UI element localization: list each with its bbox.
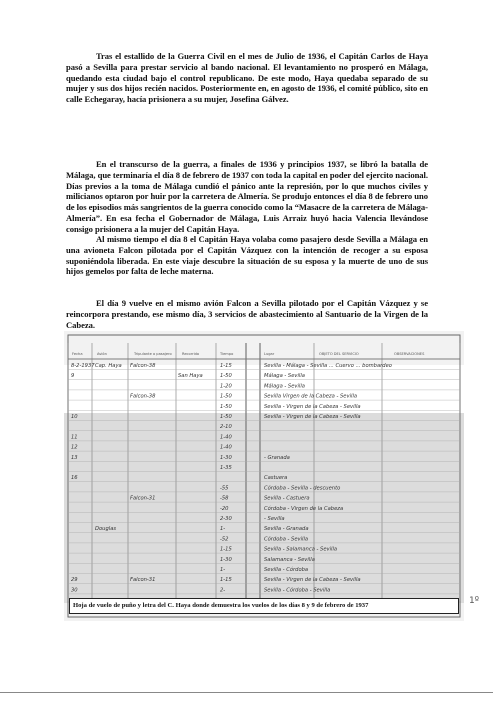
logbook-entry: -58 <box>220 495 229 502</box>
logbook-entry: 1-50 <box>220 414 232 420</box>
paragraph-return-flight: El día 9 vuelve en el mismo avión Falcon a Sevilla pilotado por el Capitán Vázquez y se reincorpora prestando, ese mismo día, 3 servicios de abastecimiento al Santuario de la Virgen de la Cabeza. <box>66 298 428 330</box>
logbook-entry: 12 <box>71 444 78 451</box>
logbook-header: OBSERVACIONES <box>394 352 425 356</box>
logbook-entry: - Granada <box>264 454 290 461</box>
logbook-header: Avión <box>97 352 107 356</box>
logbook-entry: Sevilla - Salamanca - Sevilla <box>264 546 338 553</box>
logbook-entry: 1-20 <box>220 383 232 390</box>
logbook-entry: Córdoba - Sevilla - descuento <box>264 485 341 492</box>
logbook-entry: Málaga - Sevilla <box>264 373 305 380</box>
logbook-entry: Cap. Haya <box>95 363 122 369</box>
logbook-header: OBJETO DEL SERVICIO <box>319 352 359 356</box>
page-corner-mark: 1º <box>469 596 479 606</box>
logbook-entry: Córdoba - Sevilla <box>264 536 309 543</box>
logbook-entry: Sevilla - Málaga - Sevilla ... Cuervo ... bombardeo <box>264 363 392 369</box>
paragraph-civil-war: Tras el estallido de la Guerra Civil en el mes de Julio de 1936, el Capitán Carlos de Haya pasó a Sevilla para prestar servicio al bando nacional. El levantamiento no prosperó en Málaga, quedando esta ciudad bajo el control republicano. De este modo, Haya quedaba separado de su mujer y sus dos hijos recién nacidos. Posteriormente en, en agosto de 1936, el comité público, sito en calle Echegaray, hacía prisionera a su mujer, Josefina Gálvez. <box>66 51 428 104</box>
logbook-entry: Sevilla - Virgen de la Cabeza - Sevilla <box>264 577 361 584</box>
logbook-entry: 1-35 <box>220 465 232 471</box>
logbook-entry: 1- <box>220 526 226 533</box>
paragraph-falcon-flight: Al mismo tiempo el día 8 el Capitán Haya volaba como pasajero desde Sevilla a Málaga en una avioneta Falcon pilotada por el Capitán Vázquez con la intención de recoger a su esposa suponiéndola liberada. En este viaje descubre la situación de su esposa y la muerte de uno de sus hijos gemelos por falta de leche materna. <box>66 234 428 277</box>
logbook-header: Lugar <box>264 352 275 356</box>
logbook-entry: 30 <box>71 587 78 594</box>
logbook-header: Tiempo <box>220 352 234 356</box>
logbook-header: Tripulante o pasajero <box>134 352 172 356</box>
logbook-entry: Sevilla - Virgen de la Cabeza - Sevilla <box>264 414 361 420</box>
logbook-entry: 1- <box>220 567 226 573</box>
logbook-entry: 16 <box>71 475 78 482</box>
logbook-entry: Douglas <box>95 526 117 533</box>
logbook-entry: Málaga - Sevilla <box>264 383 305 390</box>
logbook-entry: Falcon-38 <box>130 363 156 369</box>
logbook-entry: San Haya <box>178 373 203 380</box>
logbook-entry: 2-30 <box>220 516 232 522</box>
logbook-entry: Sevilla - Granada <box>264 526 309 533</box>
logbook-entry: 1-40 <box>220 444 232 451</box>
logbook-entry: Salamanca - Sevilla <box>264 556 315 563</box>
logbook-entry: Sevilla - Virgen de la Cabeza - Sevilla <box>264 403 361 410</box>
logbook-entry: Sevilla - Córdoba - Sevilla <box>264 587 331 594</box>
logbook-entry: -20 <box>220 505 229 512</box>
bottom-rule <box>0 692 493 693</box>
logbook-entry: 1-30 <box>220 454 232 461</box>
logbook-entry: 1-15 <box>220 363 232 369</box>
logbook-entry: 2- <box>220 587 226 594</box>
logbook-entry: 1-50 <box>220 393 232 400</box>
flight-logbook-photo <box>64 331 464 621</box>
logbook-sheet <box>64 331 464 621</box>
logbook-entry: -55 <box>220 485 229 492</box>
figure-caption: Hoja de vuelo de puño y letra del C. Haya donde demuestra los vuelos de los días 8 y 9 de febrero de 1937 <box>73 602 369 609</box>
logbook-entry: - Sevilla <box>264 516 285 522</box>
logbook-entry: 2-10 <box>220 424 232 431</box>
logbook-entry: Sevilla - Castuera <box>264 495 310 502</box>
logbook-entry: Córdoba - Virgen de la Cabeza <box>264 505 344 512</box>
logbook-entry: 8-2-1937 <box>71 363 95 369</box>
logbook-entry: -52 <box>220 536 229 543</box>
logbook-entry: Falcon-31 <box>130 495 156 502</box>
logbook-entry: Falcon-38 <box>130 393 156 400</box>
logbook-header: Fecha <box>72 352 83 356</box>
logbook-entry: 11 <box>71 434 78 441</box>
logbook-entry: Castuera <box>264 475 288 482</box>
logbook-entry: 29 <box>71 577 78 584</box>
logbook-entry: 1-30 <box>220 556 232 563</box>
paragraph-battle-of-malaga: En el transcurso de la guerra, a finales de 1936 y principios 1937, se libró la batalla de Málaga, que terminaría el día 8 de febrero de 1937 con toda la capital en poder del ejercito nacional. Días previos a la toma de Málaga cundió el pánico ante la represión, por lo que muchos civiles y milicianos optaron por huir por la carretera de Almería. Se produjo entonces el día 8 de febrero uno de los episodios más sangrientos de la guerra conocido como la “Masacre de la carretera de Málaga-Almería”. En esa fecha el Gobernador de Málaga, Luis Arraiz huyó hacia Valencia llevándose consigo prisionera a la mujer del Capitán Haya. <box>66 159 428 234</box>
logbook-entry: 13 <box>71 454 78 461</box>
logbook-entry: 1-40 <box>220 434 232 441</box>
figure-caption-box <box>69 598 459 614</box>
logbook-entry: Sevilla Virgen de la Cabeza - Sevilla <box>264 393 358 400</box>
logbook-entry: 1-50 <box>220 403 232 410</box>
logbook-entry: Falcon-31 <box>130 577 156 584</box>
logbook-entry: 1-50 <box>220 373 232 380</box>
logbook-entry: 9 <box>71 373 75 380</box>
logbook-header: Recorrido <box>182 352 200 356</box>
logbook-entry: 1-15 <box>220 577 232 584</box>
logbook-entry: Sevilla - Córdoba <box>264 567 309 573</box>
logbook-entry: 10 <box>71 414 78 420</box>
logbook-entry: 1-15 <box>220 546 232 553</box>
